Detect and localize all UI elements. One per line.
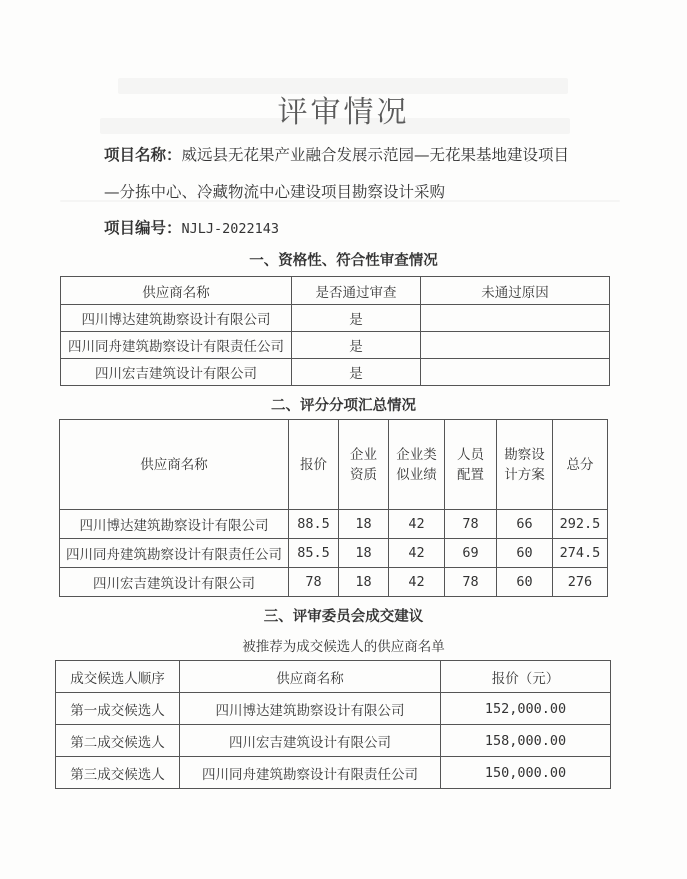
table-row [60,510,608,539]
qualification-score: 18 [339,510,389,539]
table-row [56,693,611,725]
table-row [56,725,611,757]
table-row [61,332,610,359]
supplier-name: 四川博达建筑勘察设计有限公司 [60,510,289,539]
column-header: 未通过原因 [421,277,610,305]
project-number-value: NJLJ-2022143 [181,221,280,237]
quoted-price: 150,000.00 [441,757,611,789]
column-header: 是否通过审查 [292,277,421,305]
performance-score: 42 [389,510,445,539]
table-row [61,305,610,332]
section3-title: 三、评审委员会成交建议 [263,609,424,625]
column-header: 报价（元） [441,661,611,693]
table-row [56,757,611,789]
passed-review: 是 [292,332,421,359]
project-number [104,216,279,238]
passed-review: 是 [292,305,421,332]
staffing-score: 78 [445,568,497,597]
supplier-name: 四川博达建筑勘察设计有限公司 [180,693,441,725]
supplier-name: 四川博达建筑勘察设计有限公司 [61,305,292,332]
candidate-rank: 第一成交候选人 [56,693,180,725]
qualification-score: 18 [339,539,389,568]
staffing-score: 69 [445,539,497,568]
score-summary-table [59,419,608,597]
candidate-rank: 第二成交候选人 [56,725,180,757]
column-header: 企业资质 [339,420,389,510]
fail-reason [421,359,610,386]
quoted-price: 152,000.00 [441,693,611,725]
page-title: 评审情况 [277,95,410,130]
column-header: 报价 [289,420,339,510]
performance-score: 42 [389,568,445,597]
supplier-name: 四川同舟建筑勘察设计有限责任公司 [61,332,292,359]
fail-reason [421,305,610,332]
project-number-label: 项目编号： [104,219,182,237]
column-header: 企业类似业绩 [389,420,445,510]
table-row [60,568,608,597]
table-header-row [56,661,611,693]
table-row [61,359,610,386]
quoted-price: 158,000.00 [441,725,611,757]
column-header: 供应商名称 [61,277,292,305]
design-plan-score: 60 [497,539,553,568]
passed-review: 是 [292,359,421,386]
section1-title: 一、资格性、符合性审查情况 [249,253,438,269]
price-score: 88.5 [289,510,339,539]
recommended-candidates-table [55,660,611,789]
performance-score: 42 [389,539,445,568]
total-score: 292.5 [553,510,608,539]
table-header-row [61,277,610,305]
supplier-name: 四川宏吉建筑设计有限公司 [61,359,292,386]
supplier-name: 四川宏吉建筑设计有限公司 [60,568,289,597]
project-name [104,143,569,165]
supplier-name: 四川宏吉建筑设计有限公司 [180,725,441,757]
total-score: 276 [553,568,608,597]
column-header: 总分 [553,420,608,510]
supplier-name: 四川同舟建筑勘察设计有限责任公司 [180,757,441,789]
total-score: 274.5 [553,539,608,568]
project-name-continued [104,180,445,202]
project-name-value-line1: 威远县无花果产业融合发展示范园—无花果基地建设项目 [181,146,570,164]
column-header: 成交候选人顺序 [56,661,180,693]
supplier-name: 四川同舟建筑勘察设计有限责任公司 [60,539,289,568]
fail-reason [421,332,610,359]
staffing-score: 78 [445,510,497,539]
column-header: 人员配置 [445,420,497,510]
section2-title: 二、评分分项汇总情况 [271,398,416,414]
qualification-score: 18 [339,568,389,597]
column-header: 供应商名称 [60,420,289,510]
column-header: 勘察设计方案 [497,420,553,510]
qualification-review-table [60,276,610,386]
project-name-label: 项目名称： [104,146,182,164]
candidate-rank: 第三成交候选人 [56,757,180,789]
design-plan-score: 66 [497,510,553,539]
column-header: 供应商名称 [180,661,441,693]
price-score: 85.5 [289,539,339,568]
price-score: 78 [289,568,339,597]
design-plan-score: 60 [497,568,553,597]
section3-subtitle: 被推荐为成交候选人的供应商名单 [242,639,445,655]
table-header-row [60,420,608,510]
table-row [60,539,608,568]
project-name-value-line2: —分拣中心、冷藏物流中心建设项目勘察设计采购 [104,183,446,201]
